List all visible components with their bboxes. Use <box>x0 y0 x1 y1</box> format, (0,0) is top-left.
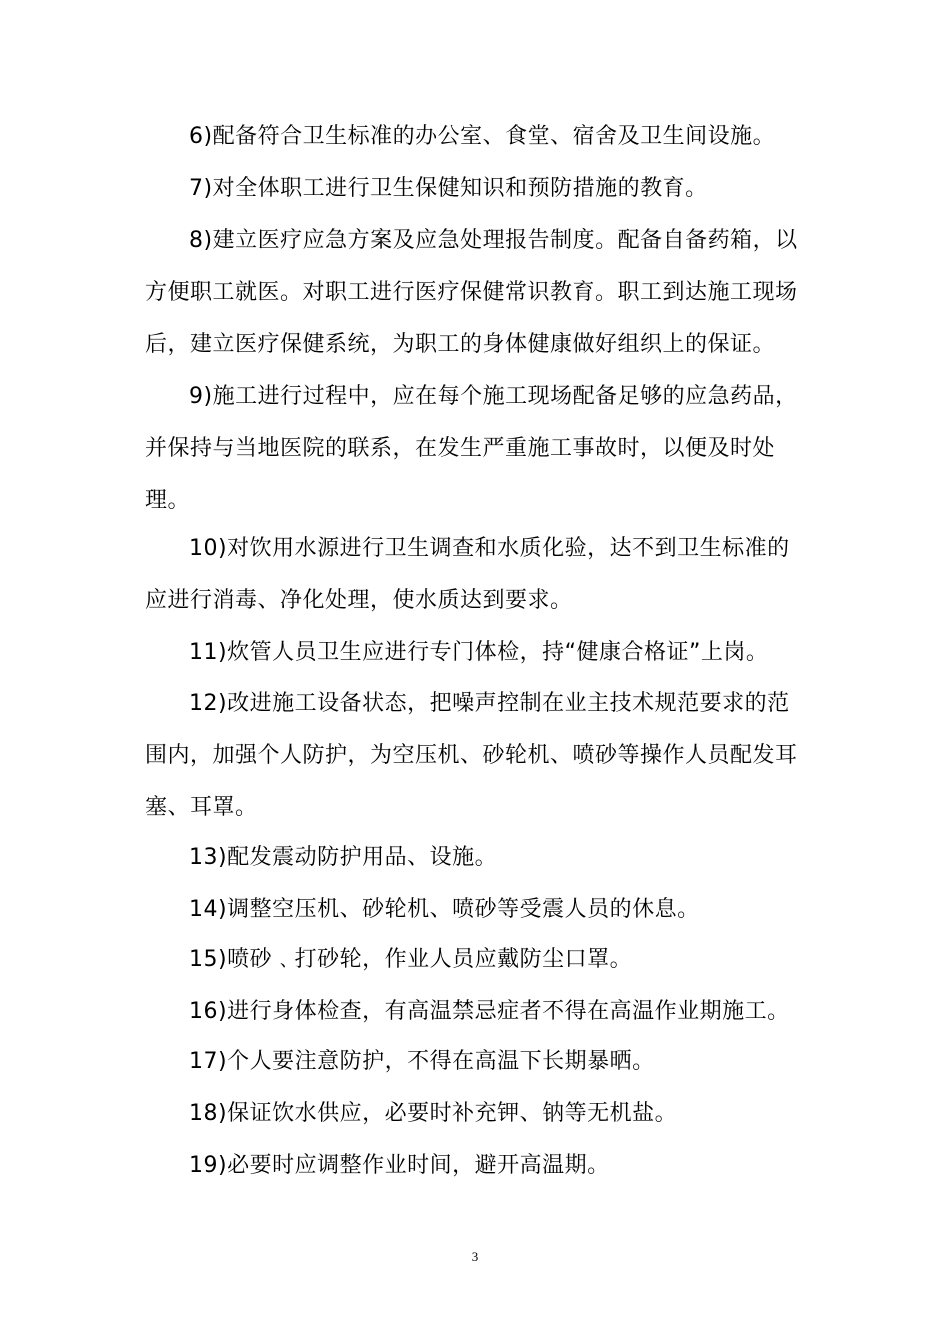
page-number: 3 <box>471 1249 479 1264</box>
paragraph-item-19: 19)必要时应调整作业时间，避开高温期。 <box>189 1153 610 1178</box>
paragraph-item-13: 13)配发震动防护用品、设施。 <box>189 845 498 870</box>
paragraph-item-9: 9)施工进行过程中，应在每个施工现场配备足够的应急药品，并保持与当地医院的联系，在发生严重施工事故时，以便及时处理。 <box>145 384 798 513</box>
paragraph-item-7: 7)对全体职工进行卫生保健知识和预防措施的教育。 <box>189 176 708 201</box>
paragraph-item-6: 6)配备符合卫生标准的办公室、食堂、宿舍及卫生间设施。 <box>189 124 776 149</box>
paragraph-item-18: 18)保证饮水供应，必要时补充钾、钠等无机盐。 <box>189 1101 678 1126</box>
paragraph-item-10: 10)对饮用水源进行卫生调查和水质化验，达不到卫生标准的应进行消毒、净化处理，使水质达到要求。 <box>145 536 790 613</box>
paragraph-item-15: 15)喷砂﹑打砂轮，作业人员应戴防尘口罩。 <box>189 947 633 972</box>
paragraph-item-8: 8)建立医疗应急方案及应急处理报告制度。配备自备药箱，以方便职工就医。对职工进行医疗保健常识教育。职工到达施工现场后，建立医疗保健系统，为职工的身体健康做好组织上的保证。 <box>145 228 798 357</box>
paragraph-item-12: 12)改进施工设备状态，把噪声控制在业主技术规范要求的范围内，加强个人防护，为空压机、砂轮机、喷砂等操作人员配发耳塞、耳罩。 <box>145 691 798 820</box>
paragraph-item-14: 14)调整空压机、砂轮机、喷砂等受震人员的休息。 <box>189 897 700 922</box>
paragraph-item-11: 11)炊管人员卫生应进行专门体检，持“健康合格证”上岗。 <box>189 640 769 665</box>
paragraph-item-17: 17)个人要注意防护，不得在高温下长期暴晒。 <box>189 1049 655 1074</box>
paragraph-item-16: 16)进行身体检查，有高温禁忌症者不得在高温作业期施工。 <box>189 999 790 1024</box>
